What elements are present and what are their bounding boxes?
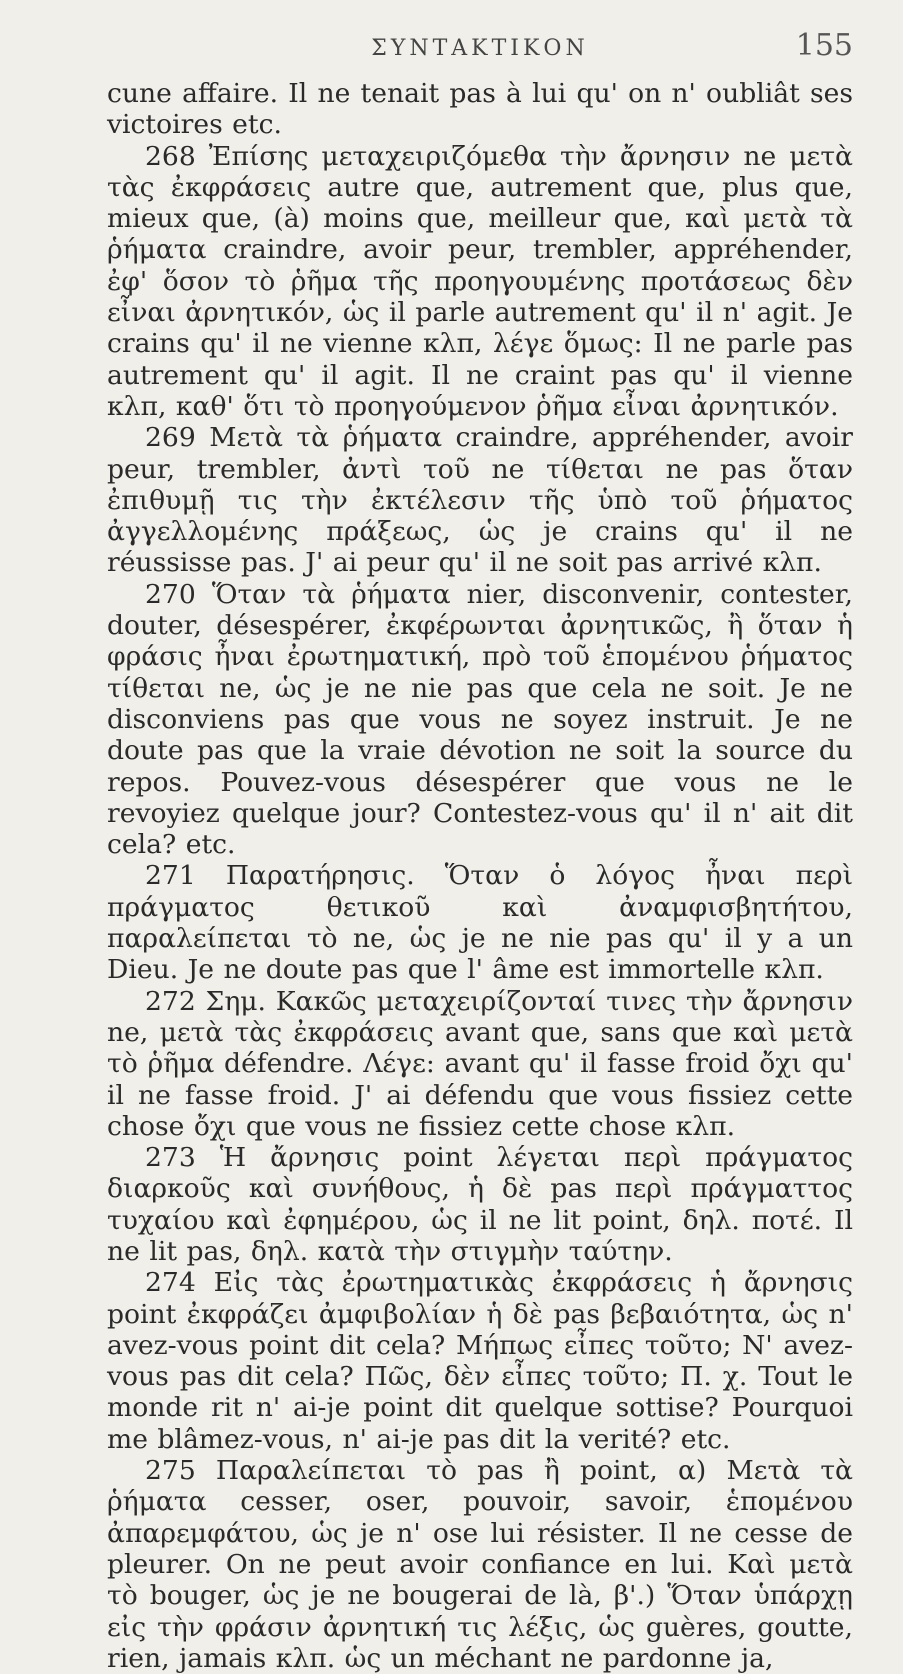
page-number: 155 bbox=[795, 28, 853, 63]
paragraph-continuation: cune affaire. Il ne tenait pas à lui qu' on n' oubliât ses victoires etc. bbox=[107, 78, 853, 141]
running-title: ΣΥΝΤΑΚΤΙΚΟΝ bbox=[371, 36, 589, 61]
paragraph-273: 273 Ἡ ἄρνησις point λέγεται περὶ πράγματος διαρκοῦς καὶ συνήθους, ἡ δὲ pas περὶ πράγματτος τυχαίου καὶ ἐφημέρου, ὡς il ne lit point, δηλ. ποτέ. Il ne lit pas, δηλ. κατὰ τὴν στιγμὴν ταύτην. bbox=[107, 1142, 853, 1267]
paragraph-270: 270 Ὅταν τὰ ῥήματα nier, disconvenir, contester, douter, désespérer, ἐκφέρωνται ἀρνητικῶς, ἢ ὅταν ἡ φράσις ἦναι ἐρωτηματική, πρὸ τοῦ ἑπομένου ῥήματος τίθεται ne, ὡς je ne nie pas que cela ne soit. Je ne disconviens pas que vous ne soyez instruit. Je ne doute pas que la vraie dévotion ne soit la source du repos. Pouvez-vous désespérer que vous ne le revoyiez quelque jour? Contestez-vous qu' il n' ait dit cela? etc. bbox=[107, 578, 853, 861]
page-header bbox=[107, 26, 853, 78]
paragraph-275: 275 Παραλείπεται τὸ pas ἢ point, α) Μετὰ τὰ ῥήματα cesser, oser, pouvoir, savoir, ἑπομένου ἀπαρεμφάτου, ὡς je n' ose lui résister. Il ne cesse de pleurer. On ne peut avoir confiance en lui. Καὶ μετὰ τὸ bouger, ὡς je ne bougerai de là, β'.) Ὅταν ὑπάρχῃ εἰς τὴν φράσιν ἀρνητική τις λέξις, ὡς guères, goutte, rien, jamais κλπ. ὡς un méchant ne pardonne ja, bbox=[107, 1455, 853, 1674]
paragraph-272: 272 Σημ. Κακῶς μεταχειρίζονταί τινες τὴν ἄρνησιν ne, μετὰ τὰς ἐκφράσεις avant que, sans que καὶ μετὰ τὸ ῥῆμα défendre. Λέγε: avant qu' il fasse froid ὄχι qu' il ne fasse froid. J' ai défendu que vous fissiez cette chose ὄχι que vous ne fissiez cette chose κλπ. bbox=[107, 985, 853, 1142]
paragraph-268: 268 Ἐπίσης μεταχειριζόμεθα τὴν ἄρνησιν ne μετὰ τὰς ἐκφράσεις autre que, autrement que, plus que, mieux que, (à) moins que, meilleur que, καὶ μετὰ τὰ ῥήματα craindre, avoir peur, trembler, appréhender, ἐφ' ὅσον τὸ ῥῆμα τῆς προηγουμένης προτάσεως δὲν εἶναι ἀρνητικόν, ὡς il parle autrement qu' il n' agit. Je crains qu' il ne vienne κλπ, λέγε ὅμως: Il ne parle pas autrement qu' il agit. Il ne craint pas qu' il vienne κλπ, καθ' ὅτι τὸ προηγούμενον ῥῆμα εἶναι ἀρνητικόν. bbox=[107, 140, 853, 422]
body-text bbox=[107, 78, 853, 1674]
paragraph-269: 269 Μετὰ τὰ ῥήματα craindre, appréhender, avoir peur, trembler, ἀντὶ τοῦ ne τίθεται ne pas ὅταν ἐπιθυμῇ τις τὴν ἐκτέλεσιν τῆς ὑπὸ τοῦ ῥήματος ἀγγελλομένης πράξεως, ὡς je crains qu' il ne réussisse pas. J' ai peur qu' il ne soit pas arrivé κλπ. bbox=[107, 422, 853, 579]
paragraph-274: 274 Εἰς τὰς ἐρωτηματικὰς ἐκφράσεις ἡ ἄρνησις point ἐκφράζει ἀμφιβολίαν ἡ δὲ pas βεβαιότητα, ὡς n' avez-vous point dit cela? Μήπως εἶπες τοῦτο; N' avez-vous pas dit cela? Πῶς, δὲν εἶπες τοῦτο; Π. χ. Tout le monde rit n' ai-je point dit quelque sottise? Pourquoi me blâmez-vous, n' ai-je pas dit la verité? etc. bbox=[107, 1267, 853, 1455]
paragraph-271: 271 Παρατήρησις. Ὅταν ὁ λόγος ἦναι περὶ πράγματος θετικοῦ καὶ ἀναμφισβητήτου, παραλείπεται τὸ ne, ὡς je ne nie pas qu' il y a un Dieu. Je ne doute pas que l' âme est immortelle κλπ. bbox=[107, 860, 853, 986]
